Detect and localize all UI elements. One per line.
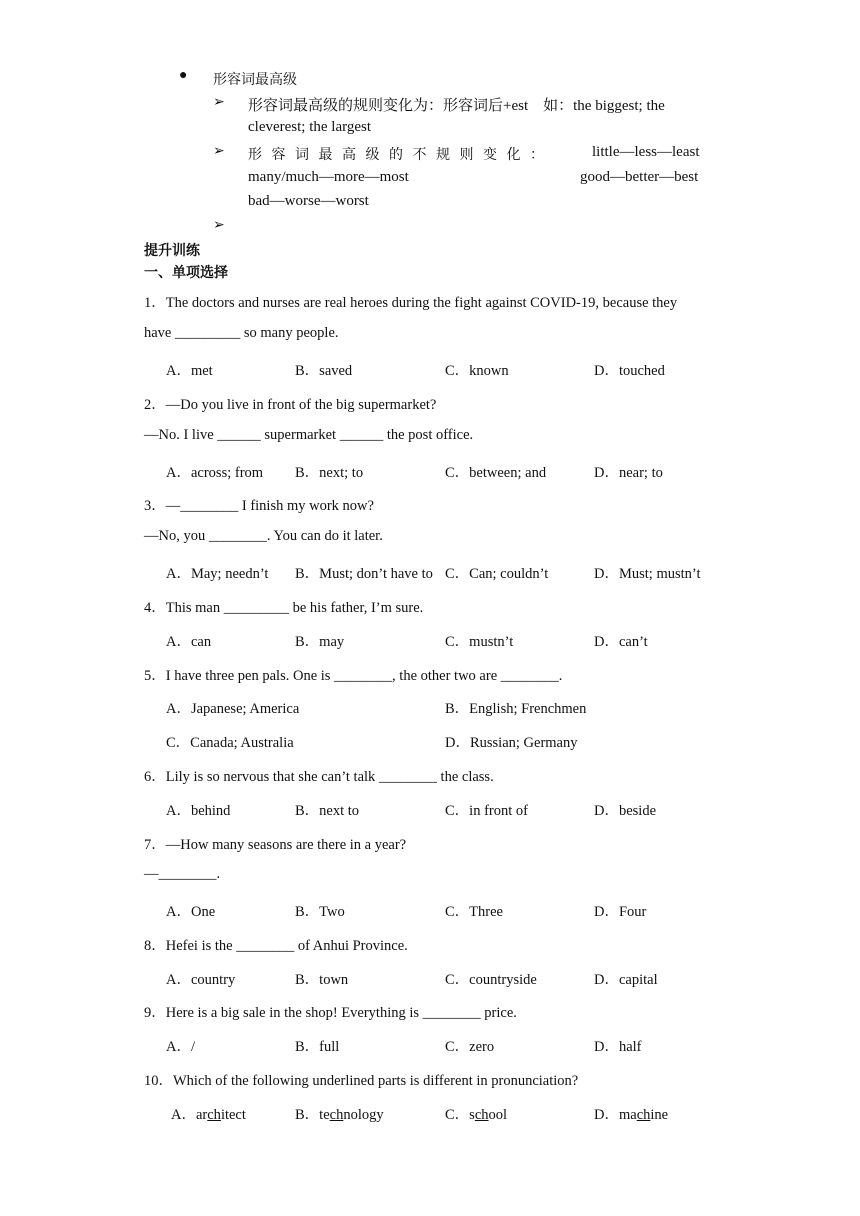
option-a: A．met [166,363,213,379]
option-c: C．in front of [445,803,528,819]
option-label: D． [594,1107,619,1123]
underlined-part: ch [329,1107,344,1123]
option-c: C．between; and [445,465,547,481]
option-c: C．zero [445,1039,495,1055]
option-c: C．mustn’t [445,634,514,650]
option-c [445,1103,507,1124]
option-b: B．saved [295,363,353,379]
arrow-bullet-icon: ➢ [213,95,225,110]
option-text: ar [195,1107,208,1123]
option-b [295,1103,384,1124]
notes-heading: 形容词最高级 [213,72,297,88]
option-d: D．Must; mustn’t [594,566,701,582]
option-label: A． [171,1107,196,1123]
question-stem-cont: —No, you ________. You can do it later. [144,528,383,544]
option-a: A．can [166,634,212,650]
notes-rule-1: 形容词最高级的规则变化为：形容词后+est 如：the biggest; the [248,98,665,114]
option-b: B．next to [295,803,360,819]
option-b: B．may [295,634,345,650]
option-text: itect [220,1107,246,1123]
option-b: B．English; Frenchmen [445,701,587,717]
option-text: s [469,1107,475,1123]
question-stem: 1．The doctors and nurses are real heroes during the fight against COVID-19, because they [144,295,678,311]
option-a [171,1103,246,1124]
option-d: D．near; to [594,465,663,481]
option-text: te [319,1107,330,1123]
underlined-part: ch [636,1107,651,1123]
option-b: B．Must; don’t have to [295,566,433,582]
option-label: C． [445,1107,470,1123]
option-a: A．behind [166,803,231,819]
question-stem-cont: —________. [144,866,221,882]
option-b: B．Two [295,904,345,920]
underlined-part: ch [207,1107,221,1123]
option-d: D．Four [594,904,647,920]
notes-rule-2-b: many/much—more—most [248,169,409,185]
question-stem: 7．—How many seasons are there in a year? [144,837,407,853]
bullet-dot-icon: ● [179,68,188,83]
option-c: C．Can; couldn’t [445,566,549,582]
option-a: A．Japanese; America [166,701,300,717]
option-a: A．/ [166,1039,195,1055]
notes-rule-2-d: bad—worse—worst [248,193,369,209]
question-stem: 4．This man _________ be his father, I’m sure. [144,600,424,616]
option-d: D．can’t [594,634,648,650]
option-label: B． [295,1107,320,1123]
option-b: B．next; to [295,465,364,481]
option-text: ool [488,1107,508,1123]
question-stem: 3．—________ I finish my work now? [144,498,374,514]
option-d: D．capital [594,972,658,988]
option-c: C．countryside [445,972,537,988]
option-a: A．May; needn’t [166,566,269,582]
option-c: C．Canada; Australia [166,735,294,751]
question-stem-cont: have _________ so many people. [144,325,339,341]
option-d: D．touched [594,363,665,379]
question-stem: 8．Hefei is the ________ of Anhui Province. [144,938,408,954]
option-c: C．known [445,363,509,379]
section-title: 提升训练 [144,243,200,259]
option-d: D．beside [594,803,657,819]
option-a: A．One [166,904,216,920]
question-stem: 2．—Do you live in front of the big supermarket? [144,397,437,413]
option-text: ma [618,1107,637,1123]
notes-rule-2-label: 形容词最高级的不规则变化： [248,147,554,163]
arrow-bullet-icon: ➢ [213,144,225,159]
option-a: A．country [166,972,236,988]
option-d: D．half [594,1039,642,1055]
notes-rule-2-c: good—better—best [580,169,699,185]
question-stem: 10．Which of the following underlined parts is different in pronunciation? [144,1073,579,1089]
option-d: D．Russian; Germany [445,735,578,751]
option-b: B．town [295,972,349,988]
option-c: C．Three [445,904,503,920]
arrow-bullet-icon: ➢ [213,218,225,233]
option-text: nology [343,1107,384,1123]
underlined-part: ch [474,1107,489,1123]
section-subtitle: 一、单项选择 [144,265,228,281]
question-stem-cont: —No. I live ______ supermarket ______ the post office. [144,427,474,443]
notes-rule-1-cont: cleverest; the largest [248,119,372,135]
question-stem: 9．Here is a big sale in the shop! Everything is ________ price. [144,1005,517,1021]
option-b: B．full [295,1039,340,1055]
question-stem: 6．Lily is so nervous that she can’t talk ________ the class. [144,769,494,785]
option-a: A．across; from [166,465,264,481]
question-stem: 5．I have three pen pals. One is ________, the other two are ________. [144,668,563,684]
notes-rule-2-a: little—less—least [592,144,700,160]
option-d [594,1103,668,1124]
option-text: ine [650,1107,669,1123]
